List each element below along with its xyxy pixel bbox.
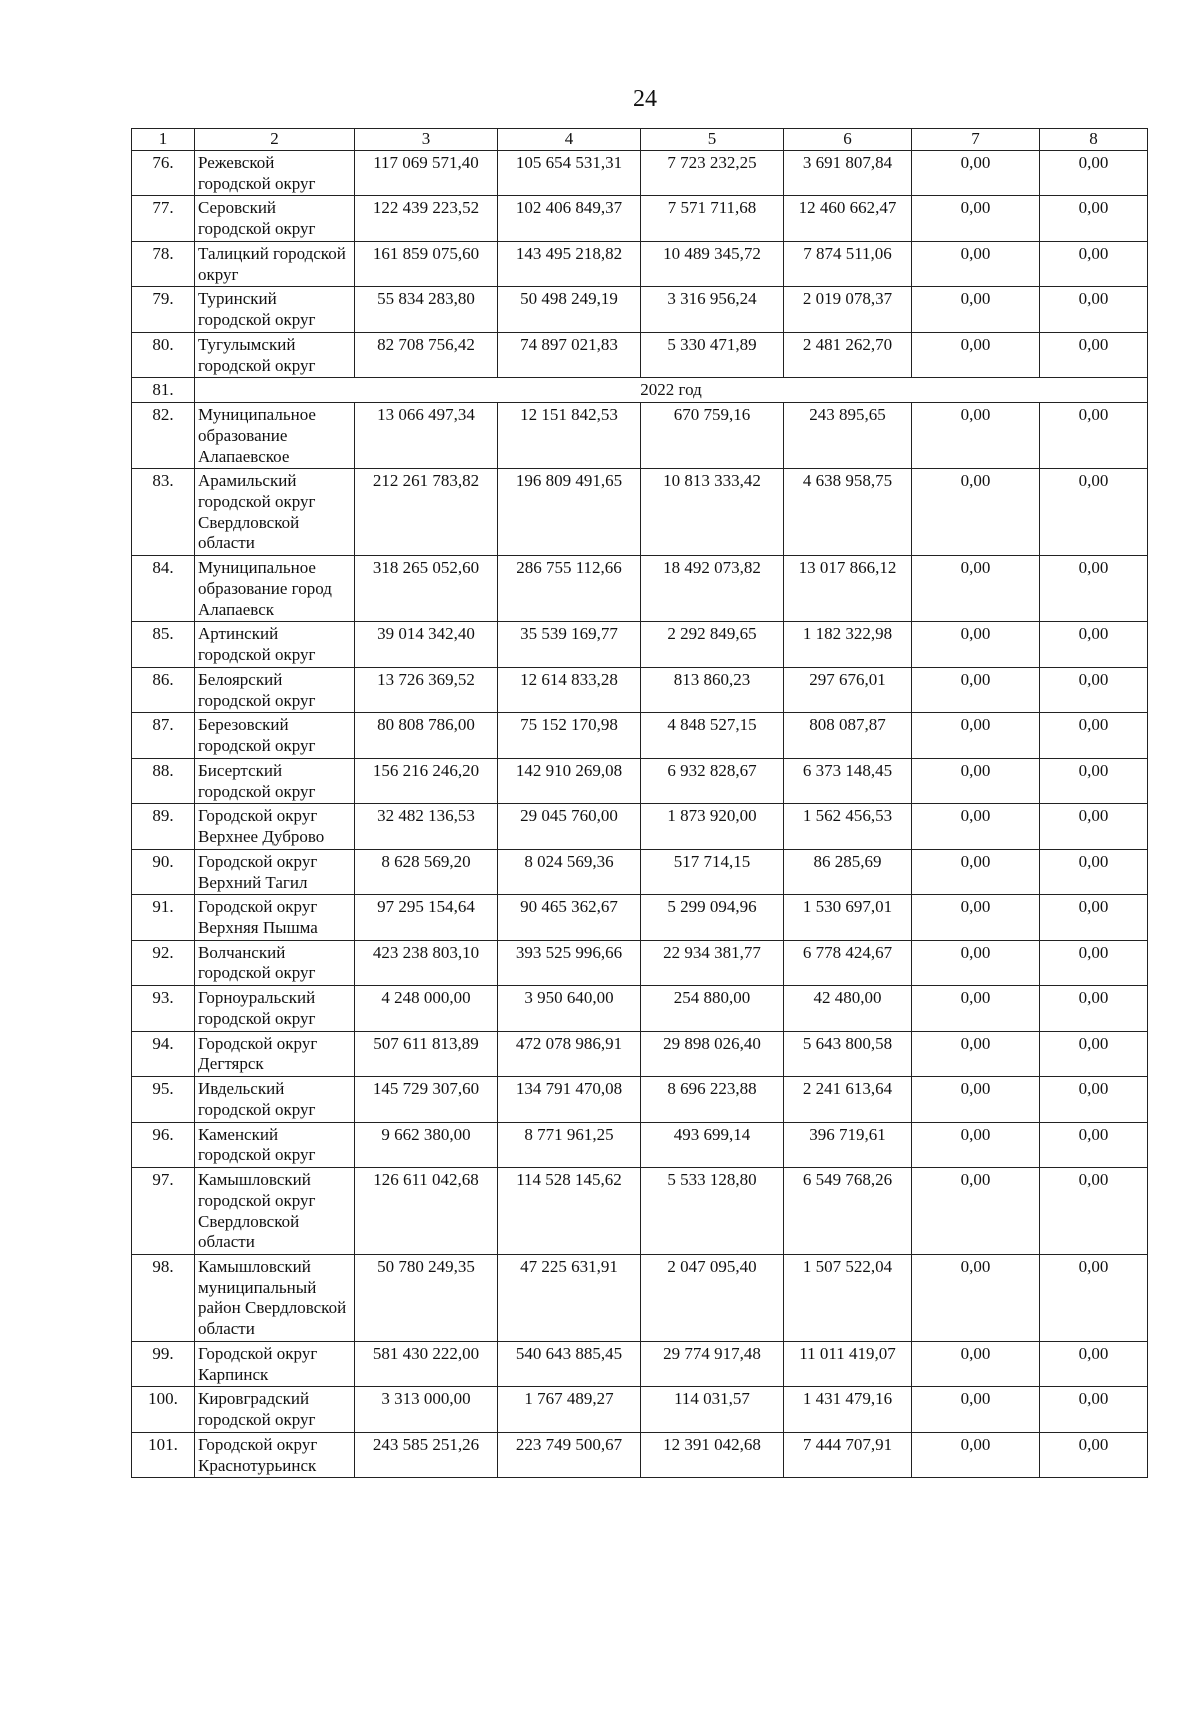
col4-value: 114 528 145,62 <box>498 1168 641 1255</box>
col5-value: 5 330 471,89 <box>641 332 784 377</box>
col7-value: 0,00 <box>912 713 1040 758</box>
municipality-name: Режевской городской округ <box>195 151 355 196</box>
table-row <box>132 469 1148 556</box>
row-number: 91. <box>132 895 195 940</box>
row-number: 100. <box>132 1387 195 1432</box>
col7-value: 0,00 <box>912 1168 1040 1255</box>
col6-value: 297 676,01 <box>784 667 912 712</box>
col4-value: 74 897 021,83 <box>498 332 641 377</box>
header-cell: 8 <box>1040 129 1148 151</box>
col6-value: 1 182 322,98 <box>784 622 912 667</box>
col8-value: 0,00 <box>1040 1077 1148 1122</box>
col7-value: 0,00 <box>912 1387 1040 1432</box>
col4-value: 134 791 470,08 <box>498 1077 641 1122</box>
row-number: 95. <box>132 1077 195 1122</box>
col5-value: 2 047 095,40 <box>641 1254 784 1341</box>
col7-value: 0,00 <box>912 1432 1040 1477</box>
row-number: 89. <box>132 804 195 849</box>
table-row <box>132 849 1148 894</box>
row-number: 85. <box>132 622 195 667</box>
row-number: 88. <box>132 758 195 803</box>
col3-value: 4 248 000,00 <box>355 986 498 1031</box>
table-row <box>132 1432 1148 1477</box>
col5-value: 12 391 042,68 <box>641 1432 784 1477</box>
col8-value: 0,00 <box>1040 758 1148 803</box>
row-number: 77. <box>132 196 195 241</box>
table-row <box>132 332 1148 377</box>
col8-value: 0,00 <box>1040 196 1148 241</box>
table-row <box>132 940 1148 985</box>
col5-value: 517 714,15 <box>641 849 784 894</box>
col8-value: 0,00 <box>1040 849 1148 894</box>
col3-value: 117 069 571,40 <box>355 151 498 196</box>
col6-value: 1 562 456,53 <box>784 804 912 849</box>
table-row <box>132 151 1148 196</box>
col3-value: 32 482 136,53 <box>355 804 498 849</box>
table-row <box>132 1341 1148 1386</box>
col8-value: 0,00 <box>1040 469 1148 556</box>
col5-value: 2 292 849,65 <box>641 622 784 667</box>
row-number: 78. <box>132 241 195 286</box>
col5-value: 22 934 381,77 <box>641 940 784 985</box>
col5-value: 5 533 128,80 <box>641 1168 784 1255</box>
col4-value: 143 495 218,82 <box>498 241 641 286</box>
col3-value: 3 313 000,00 <box>355 1387 498 1432</box>
col7-value: 0,00 <box>912 556 1040 622</box>
col3-value: 507 611 813,89 <box>355 1031 498 1076</box>
col3-value: 13 726 369,52 <box>355 667 498 712</box>
table-row <box>132 241 1148 286</box>
col7-value: 0,00 <box>912 196 1040 241</box>
table-row <box>132 758 1148 803</box>
col4-value: 8 771 961,25 <box>498 1122 641 1167</box>
municipality-name: Городской округ Верхнее Дуброво <box>195 804 355 849</box>
table-row <box>132 667 1148 712</box>
municipality-name: Камышловский муниципальный район Свердловской области <box>195 1254 355 1341</box>
municipality-name: Муниципальное образование Алапаевское <box>195 403 355 469</box>
col7-value: 0,00 <box>912 758 1040 803</box>
col4-value: 12 151 842,53 <box>498 403 641 469</box>
col8-value: 0,00 <box>1040 713 1148 758</box>
col3-value: 55 834 283,80 <box>355 287 498 332</box>
col3-value: 581 430 222,00 <box>355 1341 498 1386</box>
municipality-name: Муниципальное образование город Алапаевск <box>195 556 355 622</box>
col8-value: 0,00 <box>1040 1432 1148 1477</box>
col3-value: 8 628 569,20 <box>355 849 498 894</box>
col6-value: 2 019 078,37 <box>784 287 912 332</box>
rows-group-b <box>132 403 1148 1478</box>
col3-value: 243 585 251,26 <box>355 1432 498 1477</box>
col8-value: 0,00 <box>1040 241 1148 286</box>
col5-value: 29 774 917,48 <box>641 1341 784 1386</box>
col5-value: 1 873 920,00 <box>641 804 784 849</box>
header-cell: 4 <box>498 129 641 151</box>
col6-value: 5 643 800,58 <box>784 1031 912 1076</box>
col7-value: 0,00 <box>912 332 1040 377</box>
col4-value: 29 045 760,00 <box>498 804 641 849</box>
col6-value: 7 874 511,06 <box>784 241 912 286</box>
col5-value: 10 813 333,42 <box>641 469 784 556</box>
row-number: 97. <box>132 1168 195 1255</box>
col5-value: 7 571 711,68 <box>641 196 784 241</box>
col7-value: 0,00 <box>912 1341 1040 1386</box>
header-cell: 3 <box>355 129 498 151</box>
col5-value: 114 031,57 <box>641 1387 784 1432</box>
municipality-name: Березовский городской округ <box>195 713 355 758</box>
col8-value: 0,00 <box>1040 1031 1148 1076</box>
table-row <box>132 196 1148 241</box>
col6-value: 12 460 662,47 <box>784 196 912 241</box>
col6-value: 86 285,69 <box>784 849 912 894</box>
col7-value: 0,00 <box>912 622 1040 667</box>
col3-value: 318 265 052,60 <box>355 556 498 622</box>
municipality-name: Серовский городской округ <box>195 196 355 241</box>
municipality-name: Горноуральский городской округ <box>195 986 355 1031</box>
col7-value: 0,00 <box>912 986 1040 1031</box>
col4-value: 142 910 269,08 <box>498 758 641 803</box>
municipality-name: Туринский городской округ <box>195 287 355 332</box>
col8-value: 0,00 <box>1040 1341 1148 1386</box>
col3-value: 145 729 307,60 <box>355 1077 498 1122</box>
col4-value: 105 654 531,31 <box>498 151 641 196</box>
col6-value: 243 895,65 <box>784 403 912 469</box>
col5-value: 4 848 527,15 <box>641 713 784 758</box>
col4-value: 50 498 249,19 <box>498 287 641 332</box>
row-number: 81. <box>132 378 195 403</box>
col4-value: 540 643 885,45 <box>498 1341 641 1386</box>
municipality-name: Кировградский городской округ <box>195 1387 355 1432</box>
table-row <box>132 986 1148 1031</box>
col3-value: 39 014 342,40 <box>355 622 498 667</box>
header-row <box>132 129 1148 151</box>
col4-value: 472 078 986,91 <box>498 1031 641 1076</box>
col4-value: 8 024 569,36 <box>498 849 641 894</box>
col7-value: 0,00 <box>912 804 1040 849</box>
col4-value: 90 465 362,67 <box>498 895 641 940</box>
col8-value: 0,00 <box>1040 1168 1148 1255</box>
row-number: 82. <box>132 403 195 469</box>
row-number: 98. <box>132 1254 195 1341</box>
row-number: 86. <box>132 667 195 712</box>
col4-value: 1 767 489,27 <box>498 1387 641 1432</box>
col4-value: 75 152 170,98 <box>498 713 641 758</box>
col3-value: 212 261 783,82 <box>355 469 498 556</box>
col7-value: 0,00 <box>912 1254 1040 1341</box>
col5-value: 493 699,14 <box>641 1122 784 1167</box>
col6-value: 6 549 768,26 <box>784 1168 912 1255</box>
col8-value: 0,00 <box>1040 1122 1148 1167</box>
col3-value: 161 859 075,60 <box>355 241 498 286</box>
col6-value: 13 017 866,12 <box>784 556 912 622</box>
col4-value: 35 539 169,77 <box>498 622 641 667</box>
col7-value: 0,00 <box>912 940 1040 985</box>
col5-value: 670 759,16 <box>641 403 784 469</box>
table-row <box>132 287 1148 332</box>
col7-value: 0,00 <box>912 849 1040 894</box>
table-row <box>132 1254 1148 1341</box>
municipality-name: Камышловский городской округ Свердловской области <box>195 1168 355 1255</box>
table-row <box>132 1031 1148 1076</box>
municipality-name: Городской округ Дегтярск <box>195 1031 355 1076</box>
col5-value: 7 723 232,25 <box>641 151 784 196</box>
col5-value: 6 932 828,67 <box>641 758 784 803</box>
row-number: 79. <box>132 287 195 332</box>
col8-value: 0,00 <box>1040 622 1148 667</box>
col5-value: 3 316 956,24 <box>641 287 784 332</box>
col6-value: 1 431 479,16 <box>784 1387 912 1432</box>
col3-value: 82 708 756,42 <box>355 332 498 377</box>
row-number: 80. <box>132 332 195 377</box>
col4-value: 3 950 640,00 <box>498 986 641 1031</box>
col8-value: 0,00 <box>1040 986 1148 1031</box>
page-number: 24 <box>633 86 657 112</box>
col3-value: 13 066 497,34 <box>355 403 498 469</box>
col6-value: 2 481 262,70 <box>784 332 912 377</box>
col8-value: 0,00 <box>1040 804 1148 849</box>
table-row <box>132 895 1148 940</box>
col6-value: 396 719,61 <box>784 1122 912 1167</box>
col7-value: 0,00 <box>912 241 1040 286</box>
col5-value: 254 880,00 <box>641 986 784 1031</box>
col7-value: 0,00 <box>912 403 1040 469</box>
municipality-name: Талицкий городской округ <box>195 241 355 286</box>
col6-value: 6 778 424,67 <box>784 940 912 985</box>
col4-value: 393 525 996,66 <box>498 940 641 985</box>
col4-value: 12 614 833,28 <box>498 667 641 712</box>
table-row <box>132 1122 1148 1167</box>
col4-value: 196 809 491,65 <box>498 469 641 556</box>
col5-value: 813 860,23 <box>641 667 784 712</box>
col7-value: 0,00 <box>912 667 1040 712</box>
col6-value: 42 480,00 <box>784 986 912 1031</box>
municipality-name: Городской округ Верхний Тагил <box>195 849 355 894</box>
col7-value: 0,00 <box>912 895 1040 940</box>
row-number: 87. <box>132 713 195 758</box>
municipality-name: Артинский городской округ <box>195 622 355 667</box>
col8-value: 0,00 <box>1040 403 1148 469</box>
table-row <box>132 622 1148 667</box>
municipality-name: Бисертский городской округ <box>195 758 355 803</box>
col3-value: 80 808 786,00 <box>355 713 498 758</box>
rows-group-a <box>132 151 1148 378</box>
col4-value: 102 406 849,37 <box>498 196 641 241</box>
table-row <box>132 1077 1148 1122</box>
header-cell: 2 <box>195 129 355 151</box>
municipality-name: Городской округ Верхняя Пышма <box>195 895 355 940</box>
year-row <box>132 378 1148 403</box>
col8-value: 0,00 <box>1040 556 1148 622</box>
col7-value: 0,00 <box>912 469 1040 556</box>
header-cell: 1 <box>132 129 195 151</box>
col6-value: 6 373 148,45 <box>784 758 912 803</box>
municipality-name: Белоярский городской округ <box>195 667 355 712</box>
col7-value: 0,00 <box>912 151 1040 196</box>
col4-value: 223 749 500,67 <box>498 1432 641 1477</box>
year-label: 2022 год <box>195 378 1148 403</box>
row-number: 90. <box>132 849 195 894</box>
col3-value: 9 662 380,00 <box>355 1122 498 1167</box>
col5-value: 5 299 094,96 <box>641 895 784 940</box>
col3-value: 50 780 249,35 <box>355 1254 498 1341</box>
col8-value: 0,00 <box>1040 940 1148 985</box>
col4-value: 286 755 112,66 <box>498 556 641 622</box>
col6-value: 2 241 613,64 <box>784 1077 912 1122</box>
table-row <box>132 403 1148 469</box>
col6-value: 808 087,87 <box>784 713 912 758</box>
row-number: 84. <box>132 556 195 622</box>
municipality-name: Тугулымский городской округ <box>195 332 355 377</box>
header-cell: 6 <box>784 129 912 151</box>
row-number: 83. <box>132 469 195 556</box>
col5-value: 8 696 223,88 <box>641 1077 784 1122</box>
municipality-name: Ивдельский городской округ <box>195 1077 355 1122</box>
table-row <box>132 1387 1148 1432</box>
row-number: 93. <box>132 986 195 1031</box>
row-number: 76. <box>132 151 195 196</box>
budget-table <box>131 128 1148 1478</box>
table-row <box>132 1168 1148 1255</box>
header-cell: 5 <box>641 129 784 151</box>
header-cell: 7 <box>912 129 1040 151</box>
col8-value: 0,00 <box>1040 1254 1148 1341</box>
col6-value: 3 691 807,84 <box>784 151 912 196</box>
row-number: 101. <box>132 1432 195 1477</box>
row-number: 92. <box>132 940 195 985</box>
col6-value: 7 444 707,91 <box>784 1432 912 1477</box>
col8-value: 0,00 <box>1040 151 1148 196</box>
row-number: 96. <box>132 1122 195 1167</box>
col7-value: 0,00 <box>912 1122 1040 1167</box>
col8-value: 0,00 <box>1040 667 1148 712</box>
col8-value: 0,00 <box>1040 332 1148 377</box>
col6-value: 11 011 419,07 <box>784 1341 912 1386</box>
municipality-name: Городской округ Карпинск <box>195 1341 355 1386</box>
row-number: 99. <box>132 1341 195 1386</box>
col4-value: 47 225 631,91 <box>498 1254 641 1341</box>
col3-value: 126 611 042,68 <box>355 1168 498 1255</box>
col6-value: 1 507 522,04 <box>784 1254 912 1341</box>
col6-value: 4 638 958,75 <box>784 469 912 556</box>
col5-value: 18 492 073,82 <box>641 556 784 622</box>
col5-value: 10 489 345,72 <box>641 241 784 286</box>
col7-value: 0,00 <box>912 287 1040 332</box>
table-row <box>132 713 1148 758</box>
table-row <box>132 804 1148 849</box>
col3-value: 122 439 223,52 <box>355 196 498 241</box>
municipality-name: Городской округ Краснотурьинск <box>195 1432 355 1477</box>
col7-value: 0,00 <box>912 1031 1040 1076</box>
col6-value: 1 530 697,01 <box>784 895 912 940</box>
col8-value: 0,00 <box>1040 287 1148 332</box>
row-number: 94. <box>132 1031 195 1076</box>
col3-value: 423 238 803,10 <box>355 940 498 985</box>
col8-value: 0,00 <box>1040 895 1148 940</box>
col7-value: 0,00 <box>912 1077 1040 1122</box>
col3-value: 97 295 154,64 <box>355 895 498 940</box>
municipality-name: Волчанский городской округ <box>195 940 355 985</box>
col8-value: 0,00 <box>1040 1387 1148 1432</box>
municipality-name: Арамильский городской округ Свердловской области <box>195 469 355 556</box>
table-row <box>132 556 1148 622</box>
col5-value: 29 898 026,40 <box>641 1031 784 1076</box>
municipality-name: Каменский городской округ <box>195 1122 355 1167</box>
col3-value: 156 216 246,20 <box>355 758 498 803</box>
